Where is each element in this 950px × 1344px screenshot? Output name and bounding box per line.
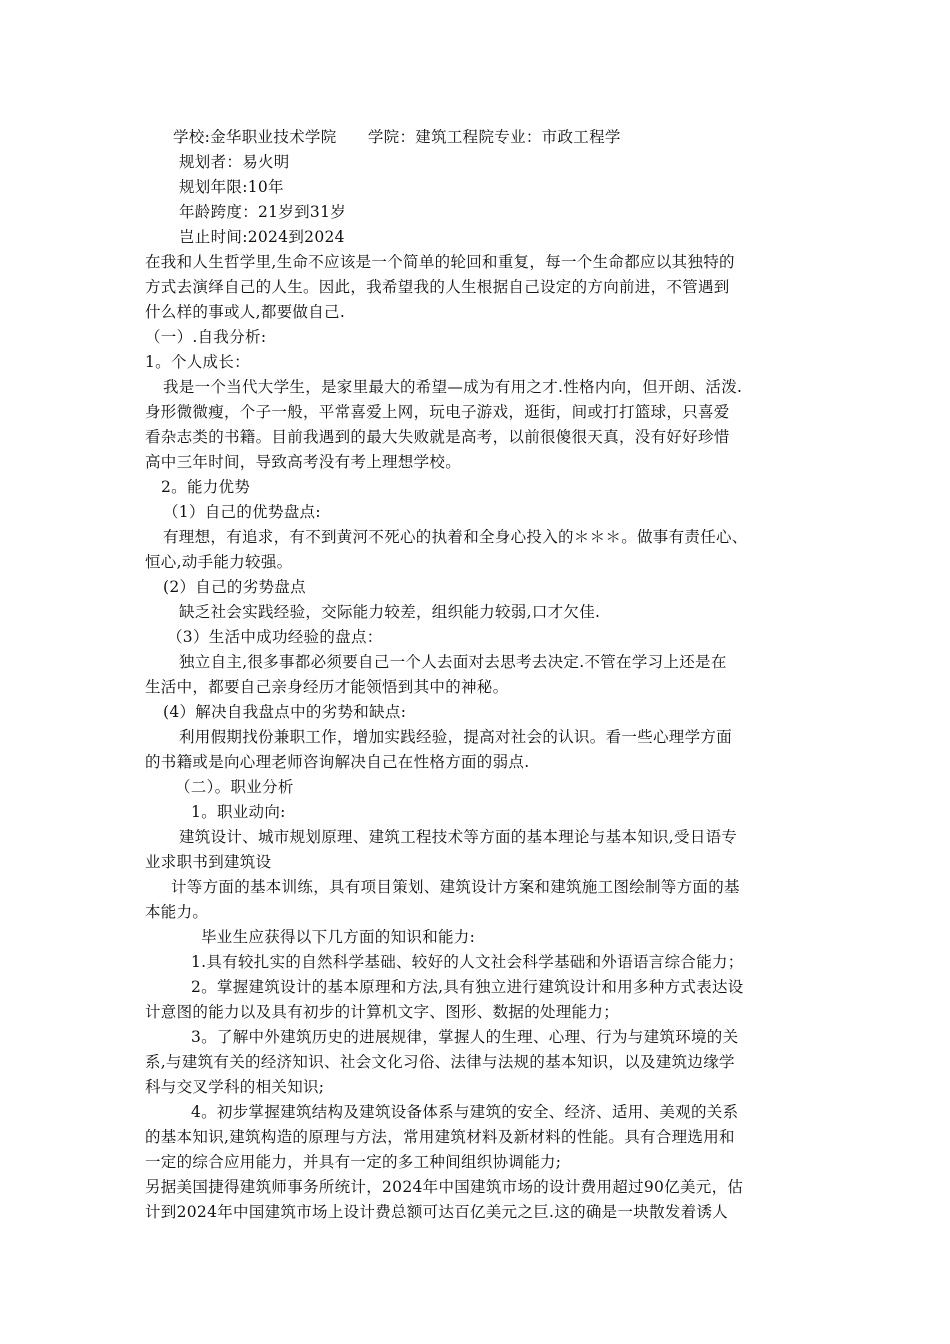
strengths-text-line: 恒心,动手能力较强。: [145, 553, 293, 571]
requirement-item-line: 计意图的能力以及具有初步的计算机文字、图形、数据的处理能力；: [145, 1003, 620, 1021]
requirement-item-line: 3。了解中外建筑历史的进展规律，掌握人的生理、心理、行为与建筑环境的关: [191, 1028, 739, 1046]
planner-line: 规划者：易火明: [179, 153, 290, 171]
subheading-personal-growth: 1。个人成长：: [145, 353, 250, 371]
requirement-item-line: 系,与建筑有关的经济知识、社会文化习俗、法律与法规的基本知识，以及建筑边缘学: [145, 1053, 735, 1071]
requirement-item-line: 4。初步掌握建筑结构及建筑设备体系与建筑的安全、经济、适用、美观的关系: [191, 1103, 739, 1121]
trend-text-line: 建筑设计、城市规划原理、建筑工程技术等方面的基本理论与基本知识,受日语专: [179, 828, 738, 846]
trend-text-line: 业求职书到建筑设: [145, 853, 272, 871]
age-span-line: 年龄跨度：21岁到31岁: [179, 203, 347, 221]
success-text-line: 独立自主,很多事都必须要自己一个人去面对去思考去决定.不管在学习上还是在: [179, 653, 727, 671]
duration-line: 规划年限:10年: [179, 178, 284, 196]
requirement-item-line: 一定的综合应用能力，并具有一定的多工种间组织协调能力;: [145, 1153, 562, 1171]
subheading-success: （3）生活中成功经验的盘点：: [167, 628, 383, 646]
market-text-line: 另据美国捷得建筑师事务所统计，2024年中国建筑市场的设计费用超过90亿美元，估: [145, 1178, 744, 1196]
trend-text-line: 计等方面的基本训练，具有项目策划、建筑设计方案和建筑施工图绘制等方面的基: [171, 878, 740, 896]
growth-text-line: 高中三年时间，导致高考没有考上理想学校。: [145, 453, 462, 471]
requirement-item-line: 的基本知识,建筑构造的原理与方法，常用建筑材料及新材料的性能。具有合理选用和: [145, 1128, 735, 1146]
subheading-solution: (4）解决自我盘点中的劣势和缺点:: [163, 703, 407, 721]
growth-text-line: 我是一个当代大学生，是家里最大的希望—成为有用之才.性格内向，但开朗、活泼.: [163, 378, 743, 396]
section-heading-career-analysis: （二）。职业分析: [175, 778, 294, 796]
period-line: 岂止时间:2024到2024: [179, 228, 345, 246]
market-text-line: 计到2024年中国建筑市场上设计费总额可达百亿美元之巨.这的确是一块散发着诱人: [145, 1203, 729, 1221]
solution-text-line: 利用假期找份兼职工作，增加实践经验，提高对社会的认识。看一些心理学方面: [179, 728, 733, 746]
school-line: 学校:金华职业技术学院 学院：建筑工程院专业：市政工程学: [173, 128, 621, 146]
graduate-intro-line: 毕业生应获得以下几方面的知识和能力:: [201, 928, 476, 946]
subheading-weaknesses: (2）自己的劣势盘点: [163, 578, 306, 596]
subheading-career-trend: 1。职业动向:: [191, 803, 286, 821]
success-text-line: 生活中，都要自己亲身经历才能领悟到其中的神秘。: [145, 678, 509, 696]
intro-line: 方式去演绎自己的人生。因此，我希望我的人生根据自己设定的方向前进，不管遇到: [145, 278, 730, 296]
weaknesses-text-line: 缺乏社会实践经验，交际能力较差，组织能力较弱,口才欠佳.: [179, 603, 601, 621]
strengths-text-line: 有理想，有追求，有不到黄河不死心的执着和全身心投入的＊＊＊。做事有责任心、: [163, 528, 748, 546]
subheading-strengths: （1）自己的优势盘点:: [163, 503, 321, 521]
solution-text-line: 的书籍或是向心理老师咨询解决自己在性格方面的弱点.: [145, 753, 530, 771]
requirement-item-line: 2。掌握建筑设计的基本原理和方法,具有独立进行建筑设计和用多种方式表达设: [191, 978, 744, 996]
intro-line: 在我和人生哲学里,生命不应该是一个简单的轮回和重复，每一个生命都应以其独特的: [145, 253, 735, 271]
requirement-item-line: 科与交叉学科的相关知识;: [145, 1078, 325, 1096]
intro-line: 什么样的事或人,都要做自己.: [145, 303, 346, 321]
section-heading-self-analysis: （一）.自我分析:: [145, 328, 267, 346]
growth-text-line: 身形微微瘦，个子一般，平常喜爱上网，玩电子游戏，逛街，间或打打篮球，只喜爱: [145, 403, 730, 421]
growth-text-line: 看杂志类的书籍。目前我遇到的最大失败就是高考，以前很傻很天真，没有好好珍惜: [145, 428, 730, 446]
trend-text-line: 本能力。: [145, 903, 209, 921]
requirement-item-line: 1.具有较扎实的自然科学基础、较好的人文社会科学基础和外语语言综合能力；: [191, 953, 744, 971]
subheading-ability: 2。能力优势: [161, 478, 251, 496]
